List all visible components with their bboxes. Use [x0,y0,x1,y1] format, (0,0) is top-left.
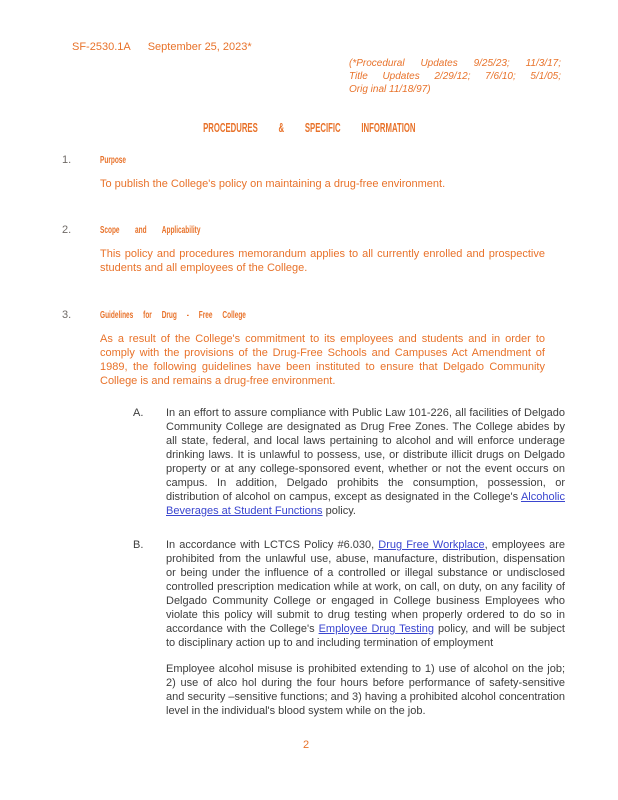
paragraph-text: To publish the College's policy on maintaining a drug-free environment. [100,178,446,190]
section-heading: Purpose [100,154,127,166]
section-paragraph [100,177,545,191]
paragraph-text: As a result of the College's commitment to its employees and students and in order to comply with the provisions of the Drug-Free Schools and Campuses Act Amendment of 1989, the following guidelines have been instituted to ensure that Delgado Community College is and remains a drug-free environment. [100,333,545,387]
main-heading: PROCEDURES & SPECIFIC INFORMATION [202,121,416,135]
revision-note-line: Orig inal 11/18/97) [349,84,431,95]
subitem-body [166,406,565,518]
paragraph-text: This policy and procedures memorandum applies to all currently enrolled and prospective students and all employees of the College. [100,248,545,274]
section-header-row [62,153,618,167]
doc-date: September 25, 2023* [147,41,252,53]
sections-container [0,153,618,718]
section [0,308,618,718]
alcoholic-beverages-link[interactable]: Alcoholic Beverages at Student Functions [166,491,565,517]
subitem-paragraph [166,406,565,518]
section-heading: Scope and Applicability [100,224,201,236]
revision-note-line: (*Procedural Updates 9/25/23; 11/3/17; [349,58,561,69]
subitem-paragraph [166,538,565,650]
page-number: 2 [302,739,310,751]
subitem-paragraph [166,662,565,718]
main-heading-wrap [0,121,618,136]
doc-number: SF-2530.1A [72,41,131,53]
employee-drug-testing-link[interactable]: Employee Drug Testing [318,623,434,635]
section [0,153,618,191]
document-header [72,40,618,54]
paragraph-text: In an effort to assure compliance with Public Law 101-226, all facilities of Delgado Community College are designated as Drug Free Zones. The College abides by all state, federal, and local laws pertaining to alcohol and will enforce underage drinking laws. It is unlawful to possess, use, or distribute illicit drugs on Delgado property or at any college-sponsored event, whether or not the event occurs on campus. In addition, Delgado prohibits the consumption, possession, or distribution of alcohol on campus, except as designated in the College's [166,407,565,503]
section-paragraph [100,247,545,275]
page-footer [0,738,612,752]
section-number: 2. [62,224,72,236]
section-header-row [62,308,618,322]
subitem-letter: B. [133,539,144,551]
section-heading: Guidelines for Drug - Free College [100,309,246,321]
drug-free-workplace-link[interactable]: Drug Free Workplace [378,539,485,551]
subitem [133,406,618,518]
paragraph-text: In accordance with LCTCS Policy #6.030, [166,539,379,551]
revision-note-line: Title Updates 2/29/12; 7/6/10; 5/1/05; [349,71,561,82]
paragraph-text: Employee alcohol misuse is prohibited extending to 1) use of alcohol on the job; 2) use of alco hol during the four hours before performance of safety-sensitive and security –sensitive functions; and 3) having a prohibited alcohol concentration level in the individual's blood system while on the job. [166,663,565,717]
paragraph-text: policy. [322,505,356,517]
subitem [133,538,618,718]
paragraph-text: policy, and will be subject to disciplinary action up to and including termination of employment [166,623,565,649]
subitem-letter: A. [133,407,144,419]
section-number: 1. [62,154,72,166]
section-number: 3. [62,309,72,321]
section-paragraph [100,332,545,388]
revision-note [349,57,561,96]
section-header-row [62,223,618,237]
section [0,223,618,275]
subitem-body [166,538,565,718]
paragraph-text: , employees are prohibited from the unlawful use, abuse, manufacture, distribution, dispensation or being under the influence of a controlled or illegal substance or undisclosed controlled prescription medication while at work, on call, on duty, on any facility of Delgado Community College or engaged in College business Employees who violate this policy will submit to drug testing when properly ordered to do so in accordance with the College's [166,539,566,635]
